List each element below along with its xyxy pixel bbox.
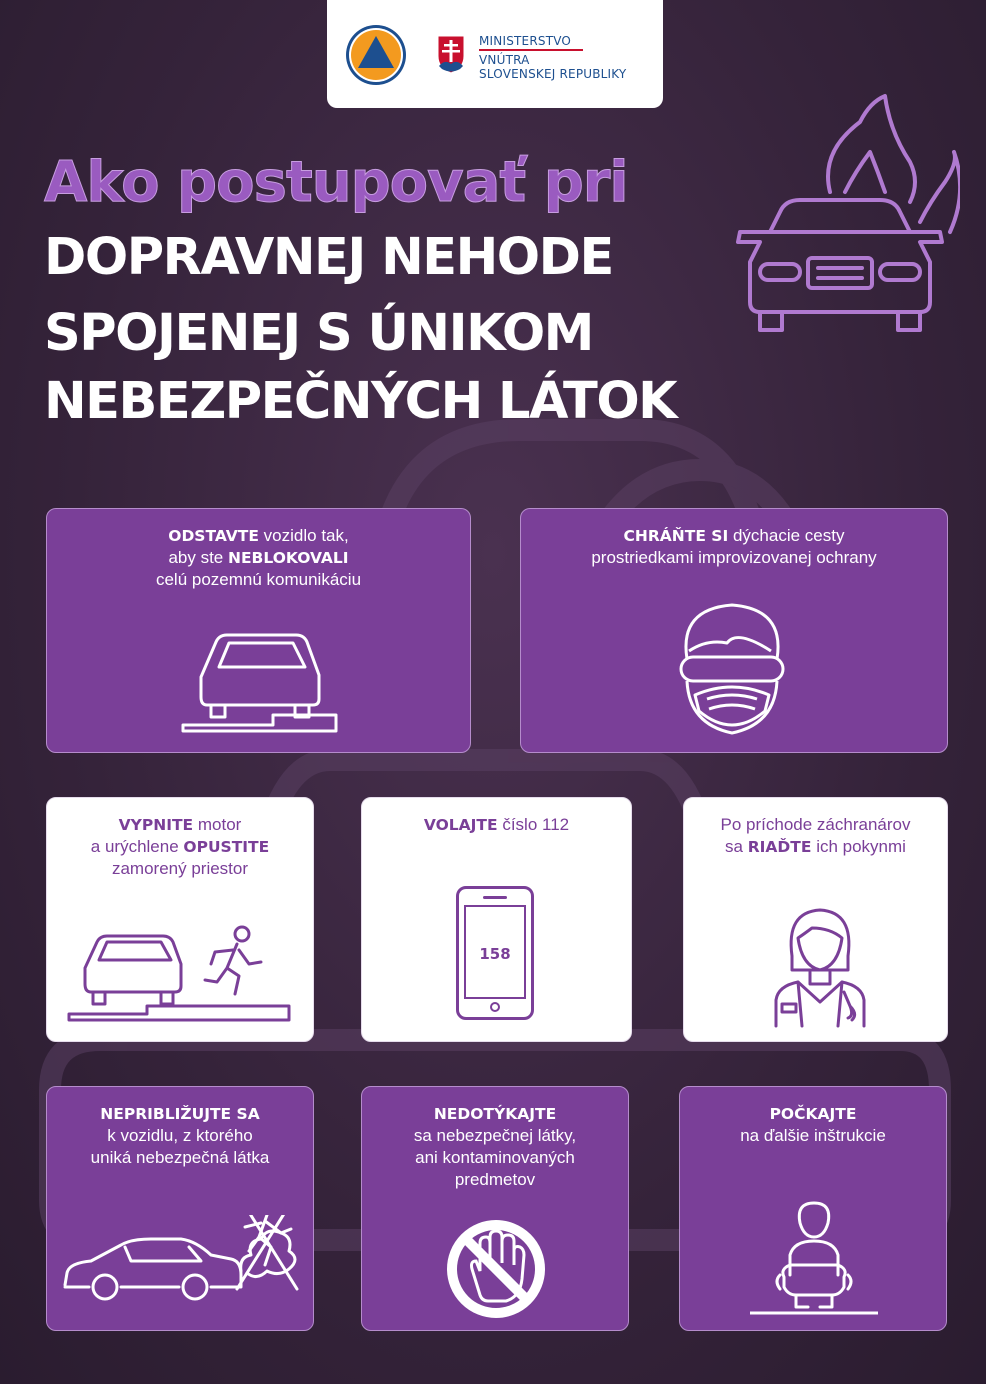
- slovak-coat-of-arms-icon: [436, 34, 466, 74]
- card-protect-text: [529, 525, 939, 569]
- touch-text-2: ani kontaminovaných: [415, 1148, 575, 1167]
- stop-text-1: vozidlo tak,: [258, 526, 349, 545]
- protect-bold-1: CHRÁŇTE SI: [623, 527, 729, 545]
- phone-number: 158: [479, 945, 511, 963]
- card-wait: [679, 1086, 947, 1331]
- rescuers-text-3: ich pokynmi: [811, 837, 906, 856]
- stop-bold-1: ODSTAVTE: [168, 527, 259, 545]
- smartphone-icon: [456, 886, 534, 1020]
- protect-text-2: prostriedkami improvizovanej ochrany: [591, 548, 877, 567]
- car-running-person-icon: [67, 924, 297, 1024]
- stop-bold-2: NEBLOKOVALI: [228, 549, 349, 567]
- wait-text-1: na ďalšie inštrukcie: [740, 1126, 886, 1145]
- rescuers-bold-1: RIAĎTE: [747, 838, 812, 856]
- title-line-4: NEBEZPEČNÝCH LÁTOK: [44, 372, 677, 431]
- card-wait-text: [688, 1103, 938, 1147]
- no-touch-icon: [444, 1217, 548, 1321]
- approach-text-2: uniká nebezpečná látka: [90, 1148, 270, 1167]
- card-touch-text: [370, 1103, 620, 1191]
- parked-car-icon: [181, 627, 341, 737]
- phone-speaker: [483, 896, 507, 899]
- phone-home-button: [490, 1002, 500, 1012]
- ministry-line-1: MINISTERSTVO: [479, 34, 583, 51]
- card-approach-text: [55, 1103, 305, 1169]
- card-call: [361, 797, 632, 1042]
- title-line-1: Ako postupovať pri: [44, 150, 628, 215]
- engine-bold-1: VYPNITE: [118, 816, 194, 834]
- engine-bold-2: OPUSTITE: [183, 838, 270, 856]
- rescuers-text-2: sa: [725, 837, 748, 856]
- card-engine-off: [46, 797, 314, 1042]
- engine-text-3: zamorený priestor: [111, 859, 249, 878]
- leaking-car-icon: [61, 1215, 309, 1315]
- approach-bold-1: NEPRIBLIŽUJTE SA: [100, 1105, 260, 1123]
- card-protect-airways: [520, 508, 948, 753]
- title-line-3: SPOJENEJ S ÚNIKOM: [44, 304, 593, 363]
- engine-text-2: a urýchlene: [90, 837, 184, 856]
- approach-text-1: k vozidlu, z ktorého: [107, 1126, 253, 1145]
- card-rescuers-text: [692, 814, 939, 858]
- rescuers-text-1: Po príchode záchranárov: [720, 815, 911, 834]
- stop-text-2: aby ste: [168, 548, 228, 567]
- card-stop-vehicle: [46, 508, 471, 753]
- card-call-text: [370, 814, 623, 836]
- card-do-not-approach: [46, 1086, 314, 1331]
- civil-protection-logo-icon: [345, 24, 407, 86]
- burning-car-icon: [720, 92, 960, 342]
- sitting-person-icon: [750, 1199, 878, 1317]
- face-mask-icon: [667, 599, 797, 739]
- protect-text-1: dýchacie cesty: [728, 526, 845, 545]
- engine-text-1: motor: [193, 815, 242, 834]
- ministry-line-3: SLOVENSKEJ REPUBLIKY: [479, 67, 627, 81]
- card-engine-text: [55, 814, 305, 880]
- stop-text-3: celú pozemnú komunikáciu: [155, 570, 362, 589]
- card-do-not-touch: [361, 1086, 629, 1331]
- call-text-1: číslo 112: [497, 815, 570, 834]
- call-bold-1: VOLAJTE: [423, 816, 498, 834]
- wait-bold-1: POČKAJTE: [769, 1105, 857, 1123]
- logo-header: [327, 0, 663, 108]
- ministry-line-2: VNÚTRA: [479, 53, 530, 67]
- card-stop-vehicle-text: [55, 525, 462, 591]
- ministry-name: [479, 34, 626, 81]
- title-line-2: DOPRAVNEJ NEHODE: [44, 228, 613, 287]
- touch-text-1: sa nebezpečnej látky,: [413, 1126, 577, 1145]
- card-rescuers: [683, 797, 948, 1042]
- touch-text-3: predmetov: [454, 1170, 536, 1189]
- doctor-icon: [772, 906, 868, 1028]
- touch-bold-1: NEDOTÝKAJTE: [433, 1105, 557, 1123]
